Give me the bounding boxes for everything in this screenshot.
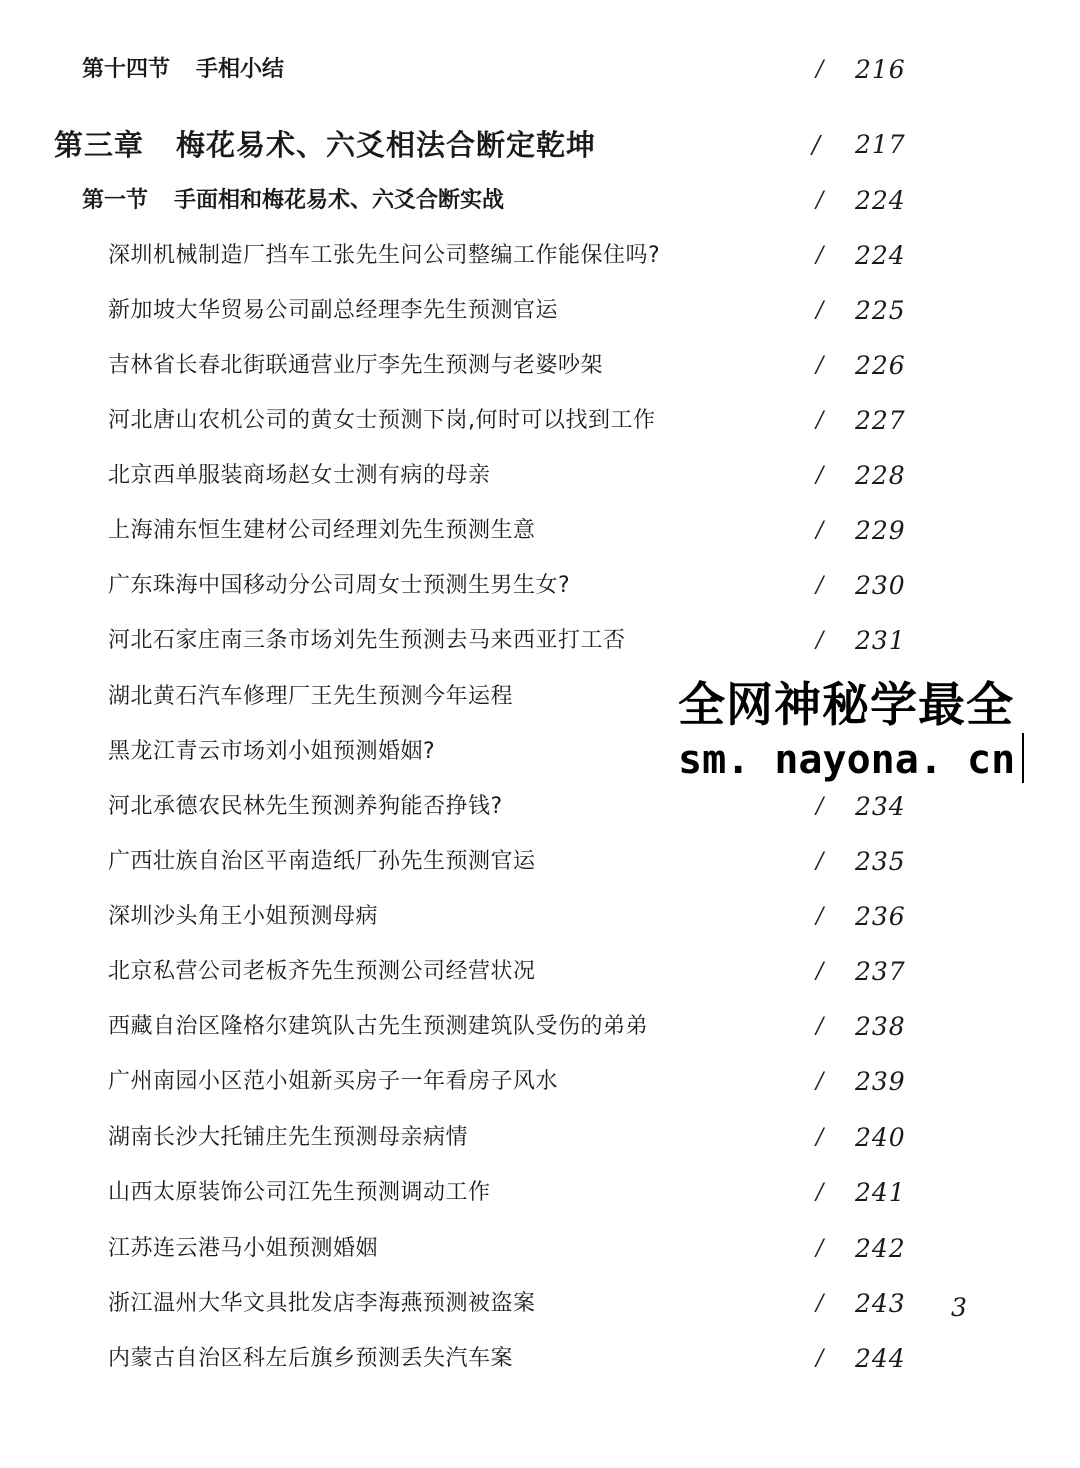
text-cursor	[1022, 733, 1024, 783]
leader-separator: /	[816, 188, 824, 213]
toc-title-text: 广州南园小区范小姐新买房子一年看房子风水	[108, 1069, 559, 1094]
toc-entry	[0, 1062, 1080, 1102]
toc-page-number: 231	[855, 626, 906, 655]
toc-page-number: 244	[855, 1344, 906, 1373]
toc-title-text: 深圳沙头角王小姐预测母病	[108, 904, 379, 929]
toc-page-number: 230	[855, 571, 906, 600]
section-number: 第十四节	[82, 57, 171, 82]
toc-title-text: 内蒙古自治区科左后旗乡预测丢失汽车案	[108, 1346, 514, 1371]
toc-entry	[0, 511, 1080, 551]
toc-title	[108, 842, 536, 882]
toc-title-text: 西藏自治区隆格尔建筑队古先生预测建筑队受伤的弟弟	[108, 1014, 649, 1039]
toc-entry	[0, 291, 1080, 331]
toc-title	[108, 291, 558, 331]
toc-title-text: 上海浦东恒生建材公司经理刘先生预测生意	[108, 518, 536, 543]
leader-separator: /	[816, 463, 824, 488]
toc-chapter	[0, 125, 1080, 165]
toc-title	[108, 1173, 491, 1213]
toc-title	[108, 1284, 536, 1324]
toc-page-number: 241	[855, 1178, 906, 1207]
leader-separator: /	[816, 1069, 824, 1094]
leader-separator: /	[816, 904, 824, 929]
toc-title-text: 浙江温州大华文具批发店李海燕预测被盗案	[108, 1291, 536, 1316]
watermark-url: sm. nayona. cn	[678, 737, 1016, 783]
toc-section	[0, 50, 1080, 90]
leader-separator: /	[816, 849, 824, 874]
leader-separator: /	[816, 408, 824, 433]
toc-title	[82, 181, 504, 221]
toc-entry	[0, 456, 1080, 496]
toc-title	[108, 677, 513, 717]
toc-title-text: 梅花易术、六爻相法合断定乾坤	[176, 128, 597, 162]
toc-page-number: 238	[855, 1012, 906, 1041]
toc-title	[108, 1062, 558, 1102]
toc-title	[108, 1229, 378, 1269]
toc-title	[108, 511, 536, 551]
page-number: 3	[951, 1293, 967, 1322]
toc-title-text: 江苏连云港马小姐预测婚姻	[108, 1236, 379, 1261]
toc-title-text: 山西太原装饰公司江先生预测调动工作	[108, 1180, 491, 1205]
toc-title-text: 广西壮族自治区平南造纸厂孙先生预测官运	[108, 849, 536, 874]
toc-page-number: 224	[855, 241, 906, 270]
watermark-banner	[676, 672, 1080, 787]
toc-page-number: 243	[855, 1289, 906, 1318]
toc-title-text: 湖南长沙大托铺庄先生预测母亲病情	[108, 1125, 469, 1150]
toc-title	[108, 897, 378, 937]
toc-page-number: 216	[855, 55, 906, 84]
leader-separator: /	[816, 353, 824, 378]
leader-separator: /	[816, 1180, 824, 1205]
leader-separator: /	[816, 243, 824, 268]
toc-page-number: 236	[855, 902, 906, 931]
toc-entry	[0, 621, 1080, 661]
toc-title-text: 河北石家庄南三条市场刘先生预测去马来西亚打工否	[108, 628, 626, 653]
toc-entry	[0, 401, 1080, 441]
toc-title-text: 深圳机械制造厂挡车工张先生问公司整编工作能保住吗?	[108, 243, 661, 268]
toc-title-text: 吉林省长春北街联通营业厅李先生预测与老婆吵架	[108, 353, 604, 378]
toc-title-text: 北京私营公司老板齐先生预测公司经营状况	[108, 959, 536, 984]
toc-page-number: 224	[855, 186, 906, 215]
leader-separator: /	[816, 1014, 824, 1039]
toc-title-text: 手相小结	[196, 57, 285, 82]
toc-entry	[0, 897, 1080, 937]
toc-title-text: 北京西单服装商场赵女士测有病的母亲	[108, 463, 491, 488]
toc-entry	[0, 1229, 1080, 1269]
toc-page-number: 227	[855, 406, 906, 435]
leader-separator: /	[816, 573, 824, 598]
toc-title	[54, 125, 596, 165]
leader-separator: /	[812, 131, 821, 159]
leader-separator: /	[816, 1346, 824, 1371]
toc-title-text: 河北承德农民林先生预测养狗能否挣钱?	[108, 794, 503, 819]
toc-entry	[0, 1339, 1080, 1379]
toc-title	[108, 621, 626, 661]
toc-entry	[0, 1284, 1080, 1324]
toc-entry	[0, 1007, 1080, 1047]
toc-entry	[0, 566, 1080, 606]
toc-title	[108, 1007, 648, 1047]
toc-title-text: 黑龙江青云市场刘小姐预测婚姻?	[108, 739, 436, 764]
toc-page-number: 228	[855, 461, 906, 490]
toc-title-text: 河北唐山农机公司的黄女士预测下岗,何时可以找到工作	[108, 408, 656, 433]
leader-separator: /	[816, 518, 824, 543]
toc-page-number: 217	[855, 130, 906, 159]
toc-title	[108, 456, 491, 496]
leader-separator: /	[816, 1125, 824, 1150]
leader-separator: /	[816, 1236, 824, 1261]
toc-title	[108, 236, 660, 276]
toc-title	[108, 787, 503, 827]
toc-title-text: 手面相和梅花易术、六爻合断实战	[174, 188, 505, 213]
toc-entry	[0, 952, 1080, 992]
toc-title	[108, 732, 435, 772]
toc-page-number: 229	[855, 516, 906, 545]
toc-entry	[0, 787, 1080, 827]
toc-title-text: 新加坡大华贸易公司副总经理李先生预测官运	[108, 298, 559, 323]
toc-entry	[0, 236, 1080, 276]
toc-title	[108, 346, 603, 386]
toc-title-text: 湖北黄石汽车修理厂王先生预测今年运程	[108, 684, 514, 709]
toc-title	[108, 1339, 513, 1379]
toc-page-number: 240	[855, 1123, 906, 1152]
toc-page-number: 237	[855, 957, 906, 986]
toc-title	[82, 50, 284, 90]
toc-entry	[0, 842, 1080, 882]
leader-separator: /	[816, 959, 824, 984]
leader-separator: /	[816, 794, 824, 819]
toc-page-number: 239	[855, 1067, 906, 1096]
leader-separator: /	[816, 628, 824, 653]
leader-separator: /	[816, 298, 824, 323]
toc-title-text: 广东珠海中国移动分公司周女士预测生男生女?	[108, 573, 571, 598]
toc-title	[108, 566, 570, 606]
toc-page-number: 235	[855, 847, 906, 876]
toc-entry	[0, 1173, 1080, 1213]
toc-page-number: 226	[855, 351, 906, 380]
toc-entry	[0, 1118, 1080, 1158]
toc-title	[108, 401, 656, 441]
toc-page-number: 225	[855, 296, 906, 325]
toc-entry	[0, 346, 1080, 386]
toc-page-number: 242	[855, 1234, 906, 1263]
leader-separator: /	[816, 57, 824, 82]
toc-section	[0, 181, 1080, 221]
section-number: 第一节	[82, 188, 149, 213]
leader-separator: /	[816, 1291, 824, 1316]
toc-title	[108, 952, 536, 992]
watermark-slogan: 全网神秘学最全	[678, 678, 1014, 733]
toc-title	[108, 1118, 468, 1158]
chapter-number: 第三章	[54, 128, 145, 162]
toc-page-number: 234	[855, 792, 906, 821]
